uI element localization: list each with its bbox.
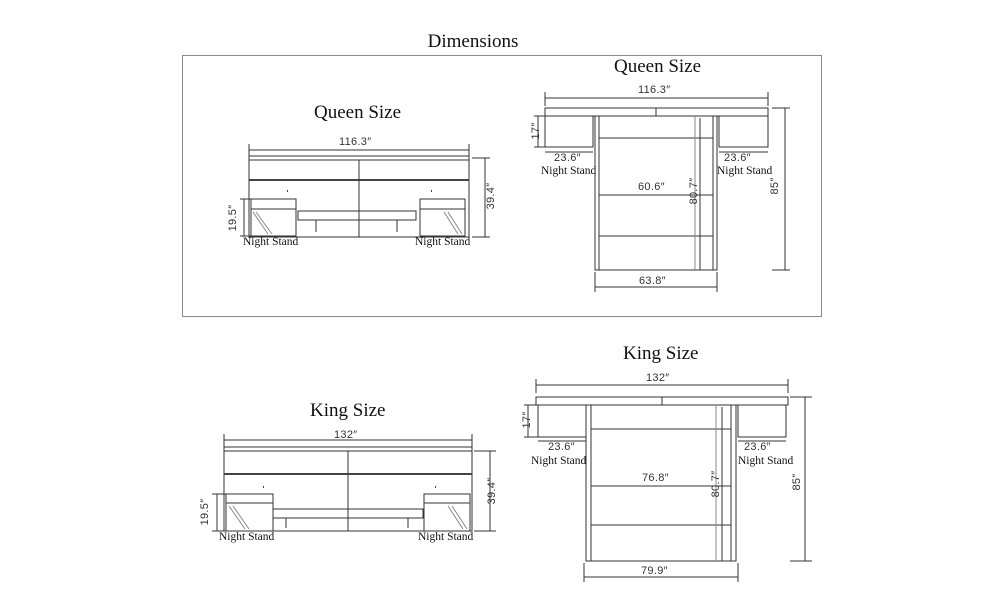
king-front-title: King Size [310,400,386,421]
king-top-title: King Size [623,343,699,364]
queen-front-width: 116.3″ [339,136,372,148]
queen-top-title: Queen Size [614,56,702,77]
queen-nightstand-depth: 17″ [530,122,542,140]
page-title: Dimensions [427,31,519,52]
king-right-nightstand-width: 23.6″ [744,441,771,453]
queen-front-title: Queen Size [314,102,402,123]
queen-top-left-label: Night Stand [541,165,597,177]
king-top-width: 132″ [646,372,670,384]
king-front-view [212,434,496,531]
queen-mattress-length: 80.7″ [688,177,700,205]
king-top-right-label: Night Stand [738,455,794,467]
king-frame-width: 79.9″ [641,565,668,577]
queen-front-left-label: Night Stand [243,236,299,248]
queen-right-nightstand-width: 23.6″ [724,152,751,164]
queen-left-nightstand-width: 23.6″ [554,152,581,164]
king-total-length: 85″ [791,473,803,491]
king-mattress-width: 76.8″ [642,472,669,484]
queen-total-length: 85″ [769,177,781,195]
queen-front-view [240,144,490,237]
king-top-left-label: Night Stand [531,455,587,467]
king-front-height: 39.4″ [486,477,498,505]
king-nightstand-height: 19.5″ [199,498,211,526]
king-front-width: 132″ [334,429,358,441]
queen-frame-width: 63.8″ [639,275,666,287]
king-left-nightstand-width: 23.6″ [548,441,575,453]
king-front-right-label: Night Stand [418,531,474,543]
queen-front-height: 39.4″ [485,182,497,210]
queen-front-right-label: Night Stand [415,236,471,248]
king-nightstand-depth: 17″ [521,411,533,429]
queen-top-width: 116.3″ [638,84,671,96]
queen-top-right-label: Night Stand [717,165,773,177]
queen-mattress-width: 60.6″ [638,181,665,193]
king-front-left-label: Night Stand [219,531,275,543]
queen-nightstand-height: 19.5″ [227,204,239,232]
king-mattress-length: 80.7″ [710,470,722,498]
